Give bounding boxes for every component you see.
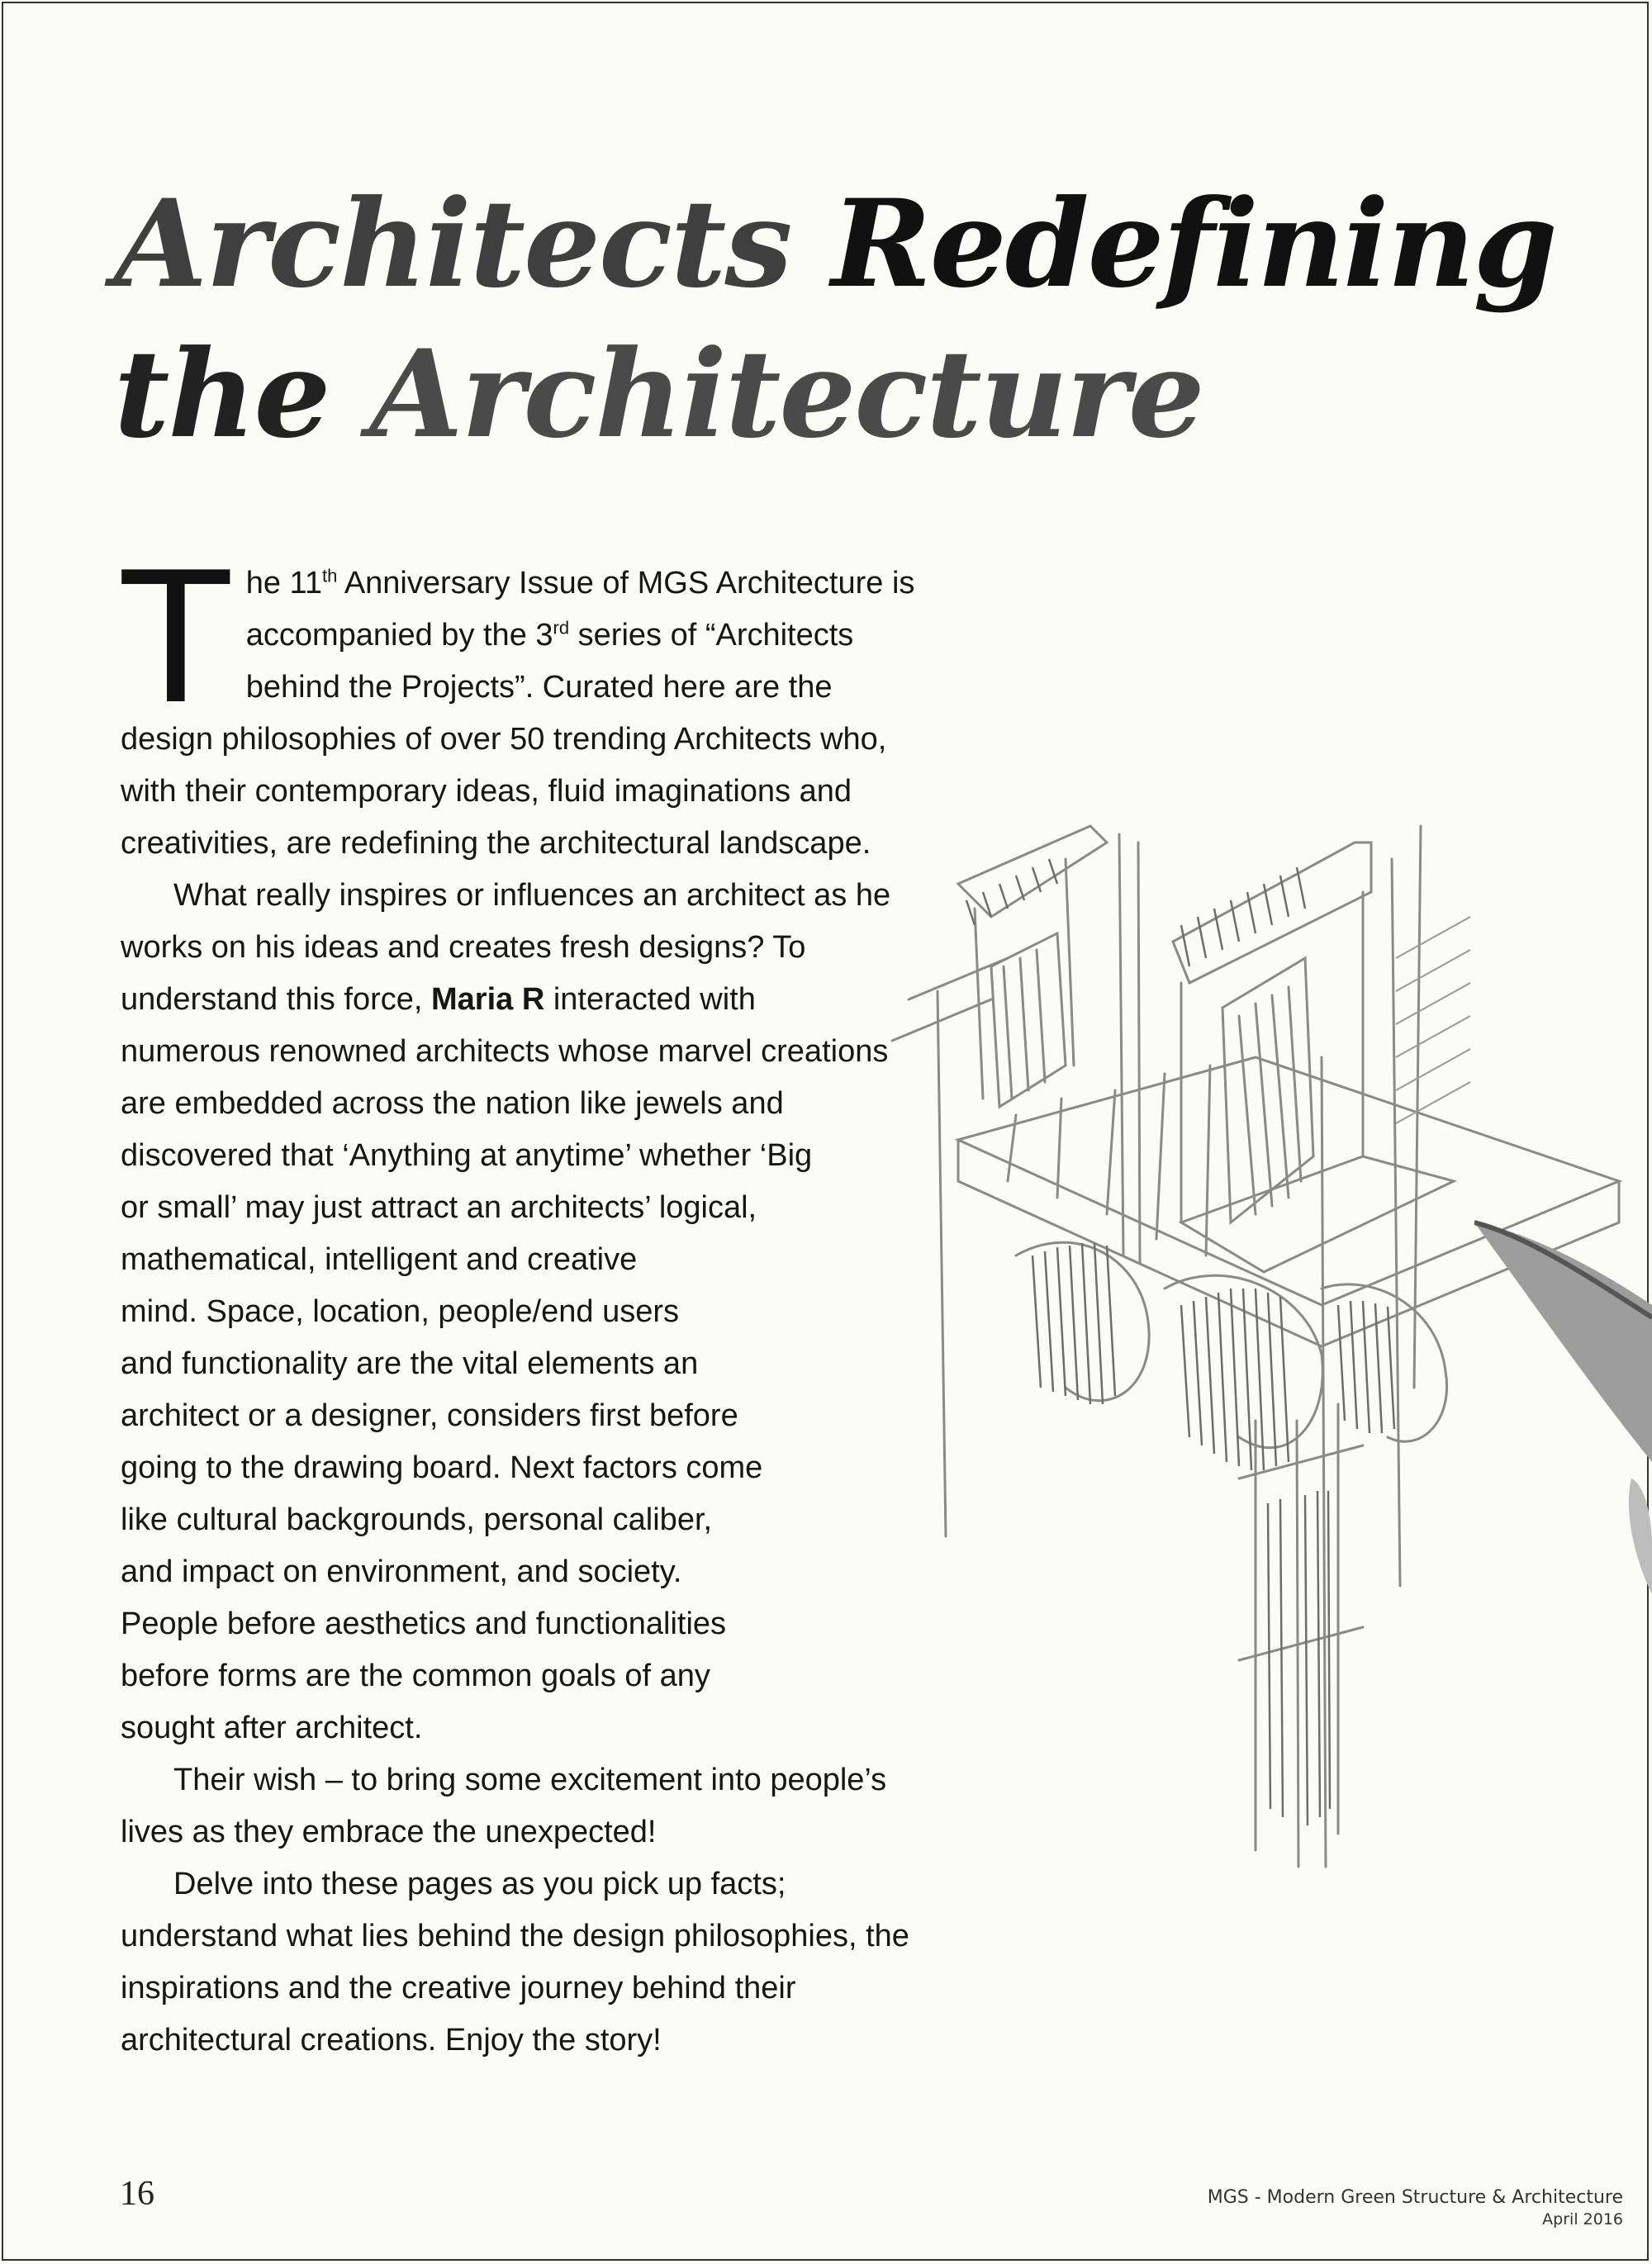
inspiration-text-1: What really inspires or influences an architect as he works on his ideas and creates fresh designs? To understand this force, bbox=[121, 878, 891, 1017]
superscript-th: th bbox=[322, 565, 338, 586]
body-line: numerous renowned architects whose marvel creations bbox=[121, 1034, 889, 1069]
paragraph-wish: Their wish – to bring some excitement into people’s lives as they embrace the unexpected! bbox=[121, 1763, 887, 1849]
author-name: Maria R bbox=[431, 982, 545, 1017]
magazine-name: MGS - Modern Green Structure & Architecture bbox=[1207, 2187, 1623, 2208]
body-line: are embedded across the nation like jewels and bbox=[121, 1086, 784, 1121]
headline-line-2 bbox=[114, 320, 1556, 470]
intro-text-2: Anniversary Issue of MGS Architecture is accompanied by the 3 bbox=[245, 566, 915, 653]
headline-word-architecture: Architecture bbox=[369, 324, 1203, 465]
body-line: and functionality are the vital elements an bbox=[121, 1346, 699, 1381]
paragraph-closing: Delve into these pages as you pick up facts; understand what lies behind the design philosophies, the inspirations and the creative journey behind their architectural creations. Enjoy the story! bbox=[121, 1867, 909, 2058]
body-line: like cultural backgrounds, personal caliber, bbox=[121, 1502, 713, 1537]
magazine-credit bbox=[1208, 2187, 1623, 2230]
page-number: 16 bbox=[120, 2175, 154, 2213]
pen-tip-illustration bbox=[1474, 1214, 1652, 1594]
headline-word-redefining: Redefining bbox=[831, 173, 1556, 315]
headline-line-1 bbox=[114, 169, 1556, 320]
body-line: architect or a designer, considers first before bbox=[121, 1398, 738, 1433]
superscript-rd: rd bbox=[553, 617, 570, 638]
headline bbox=[114, 169, 1556, 470]
body-line: and impact on environment, and society. bbox=[121, 1554, 682, 1589]
intro-text-1: he 11 bbox=[245, 566, 322, 600]
issue-date: April 2016 bbox=[1542, 2210, 1623, 2228]
headline-word-the: the bbox=[114, 324, 330, 465]
body-line: People before aesthetics and functionalities bbox=[121, 1607, 727, 1641]
body-line: sought after architect. bbox=[121, 1711, 423, 1745]
drop-cap: T bbox=[117, 529, 235, 743]
inspiration-text-2: interacted with bbox=[544, 982, 756, 1017]
body-line: mind. Space, location, people/end users bbox=[121, 1294, 679, 1329]
body-line: discovered that ‘Anything at anytime’ whether ‘Big bbox=[121, 1138, 813, 1173]
body-line: or small’ may just attract an architects’ logical, bbox=[121, 1190, 757, 1225]
body-line: mathematical, intelligent and creative bbox=[121, 1242, 638, 1277]
headline-word-architects: Architects bbox=[114, 173, 791, 315]
body-line: before forms are the common goals of any bbox=[121, 1659, 710, 1693]
body-line: going to the drawing board. Next factors come bbox=[121, 1450, 763, 1485]
intro-text-3: series of “Architects behind the Projects”. Curated here are the design philosophies of over 50 trending Architects who, with their contemporary ideas, fluid imaginations and creativities, are redefining the architectural landscape. bbox=[121, 618, 887, 861]
